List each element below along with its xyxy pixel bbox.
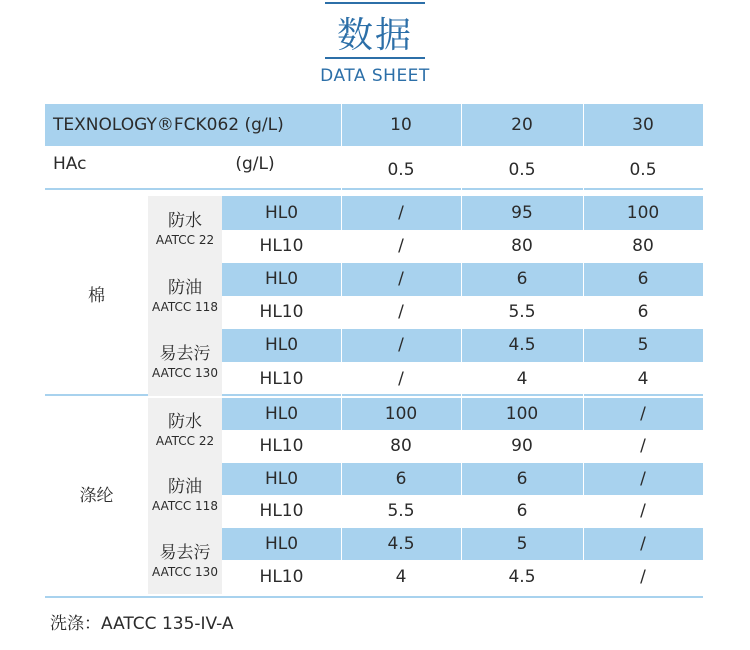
- data-cell: 100: [461, 398, 583, 430]
- column-separator: [583, 104, 584, 596]
- hl-label: HL0: [222, 398, 341, 430]
- hl-label: HL0: [222, 329, 341, 362]
- data-cell: 90: [511, 436, 533, 456]
- data-cell: 100: [341, 398, 461, 430]
- data-cell: 6: [583, 263, 703, 296]
- treatment-standard: AATCC 130: [152, 366, 218, 380]
- data-cell: /: [398, 368, 404, 389]
- data-cell: 5.5: [508, 302, 536, 322]
- hl-label: HL10: [259, 236, 304, 256]
- hl-label: HL10: [259, 436, 304, 456]
- treatment-name: 防水: [168, 412, 202, 432]
- data-cell: /: [640, 566, 646, 587]
- data-cell: 4: [516, 368, 528, 389]
- data-cell: /: [583, 463, 703, 495]
- treatment-standard: AATCC 118: [152, 499, 218, 513]
- fabric-label: 棉: [88, 285, 105, 306]
- data-cell: /: [398, 302, 404, 322]
- column-separator: [341, 104, 342, 596]
- data-cell: /: [398, 236, 404, 256]
- treatment-standard: AATCC 22: [155, 434, 215, 448]
- treatment-cell: [148, 463, 222, 528]
- hac-value: 0.5: [508, 159, 536, 180]
- treatment-name: 易去污: [159, 542, 211, 563]
- page-subtitle: DATA SHEET: [320, 66, 430, 86]
- wash-method-note: 洗涤：AATCC 135-IV-A: [50, 614, 234, 634]
- data-cell: /: [341, 196, 461, 230]
- data-cell: 6: [516, 501, 528, 521]
- data-cell: 4: [637, 368, 649, 389]
- hac-value: 0.5: [629, 159, 657, 180]
- treatment-standard: AATCC 130: [152, 564, 218, 579]
- hl-label: HL10: [259, 566, 304, 587]
- data-cell: 95: [461, 196, 583, 230]
- treatment-standard: AATCC 118: [152, 299, 218, 314]
- data-cell: 100: [583, 196, 703, 230]
- data-cell: /: [341, 263, 461, 296]
- data-cell: /: [583, 398, 703, 430]
- data-cell: /: [341, 329, 461, 362]
- treatment-cell: [148, 263, 222, 329]
- data-cell: /: [640, 436, 646, 456]
- treatment-name: 防水: [168, 211, 202, 231]
- hl-label: HL0: [222, 263, 341, 296]
- data-cell: 6: [341, 463, 461, 495]
- data-cell: 6: [461, 463, 583, 495]
- hac-unit: (g/L): [235, 153, 275, 174]
- treatment-standard: AATCC 22: [155, 233, 215, 247]
- hac-value: 0.5: [387, 159, 415, 180]
- table-bottom-rule: [45, 596, 703, 598]
- data-cell: /: [640, 501, 646, 521]
- product-value: 30: [583, 104, 703, 146]
- product-value: 20: [461, 104, 583, 146]
- page-header: [0, 0, 750, 95]
- hac-label: HAc: [53, 153, 87, 174]
- treatment-cell: [148, 398, 222, 463]
- treatment-cell: [148, 329, 222, 396]
- data-cell: 6: [461, 263, 583, 296]
- treatment-cell: [148, 196, 222, 263]
- hl-label: HL0: [222, 463, 341, 495]
- header-divider: [45, 188, 703, 190]
- hl-label: HL0: [222, 528, 341, 560]
- product-label: TEXNOLOGY®FCK062 (g/L): [45, 104, 341, 146]
- fabric-label: 涤纶: [79, 485, 114, 506]
- data-cell: 5: [583, 329, 703, 362]
- data-cell: /: [583, 528, 703, 560]
- data-cell: 4.5: [461, 329, 583, 362]
- treatment-name: 易去污: [159, 344, 211, 364]
- treatment-name: 防油: [168, 477, 202, 497]
- hl-label: HL10: [259, 501, 304, 521]
- data-cell: 4.5: [508, 566, 536, 587]
- data-cell: 80: [511, 236, 533, 256]
- data-cell: 5.5: [387, 501, 415, 521]
- page-title: 数据: [336, 15, 413, 56]
- title-top-rule: [325, 2, 425, 4]
- data-cell: 5: [461, 528, 583, 560]
- hl-label: HL10: [259, 368, 304, 389]
- data-cell: 80: [390, 436, 412, 456]
- hl-label: HL0: [222, 196, 341, 230]
- data-cell: 6: [637, 302, 649, 322]
- data-cell: 4: [395, 566, 407, 587]
- data-cell: 4.5: [341, 528, 461, 560]
- treatment-name: 防油: [168, 277, 202, 298]
- column-separator: [461, 104, 462, 596]
- title-bottom-rule: [325, 57, 425, 59]
- data-cell: 80: [632, 236, 654, 256]
- treatment-cell: [148, 528, 222, 594]
- hl-label: HL10: [259, 302, 304, 322]
- product-value: 10: [341, 104, 461, 146]
